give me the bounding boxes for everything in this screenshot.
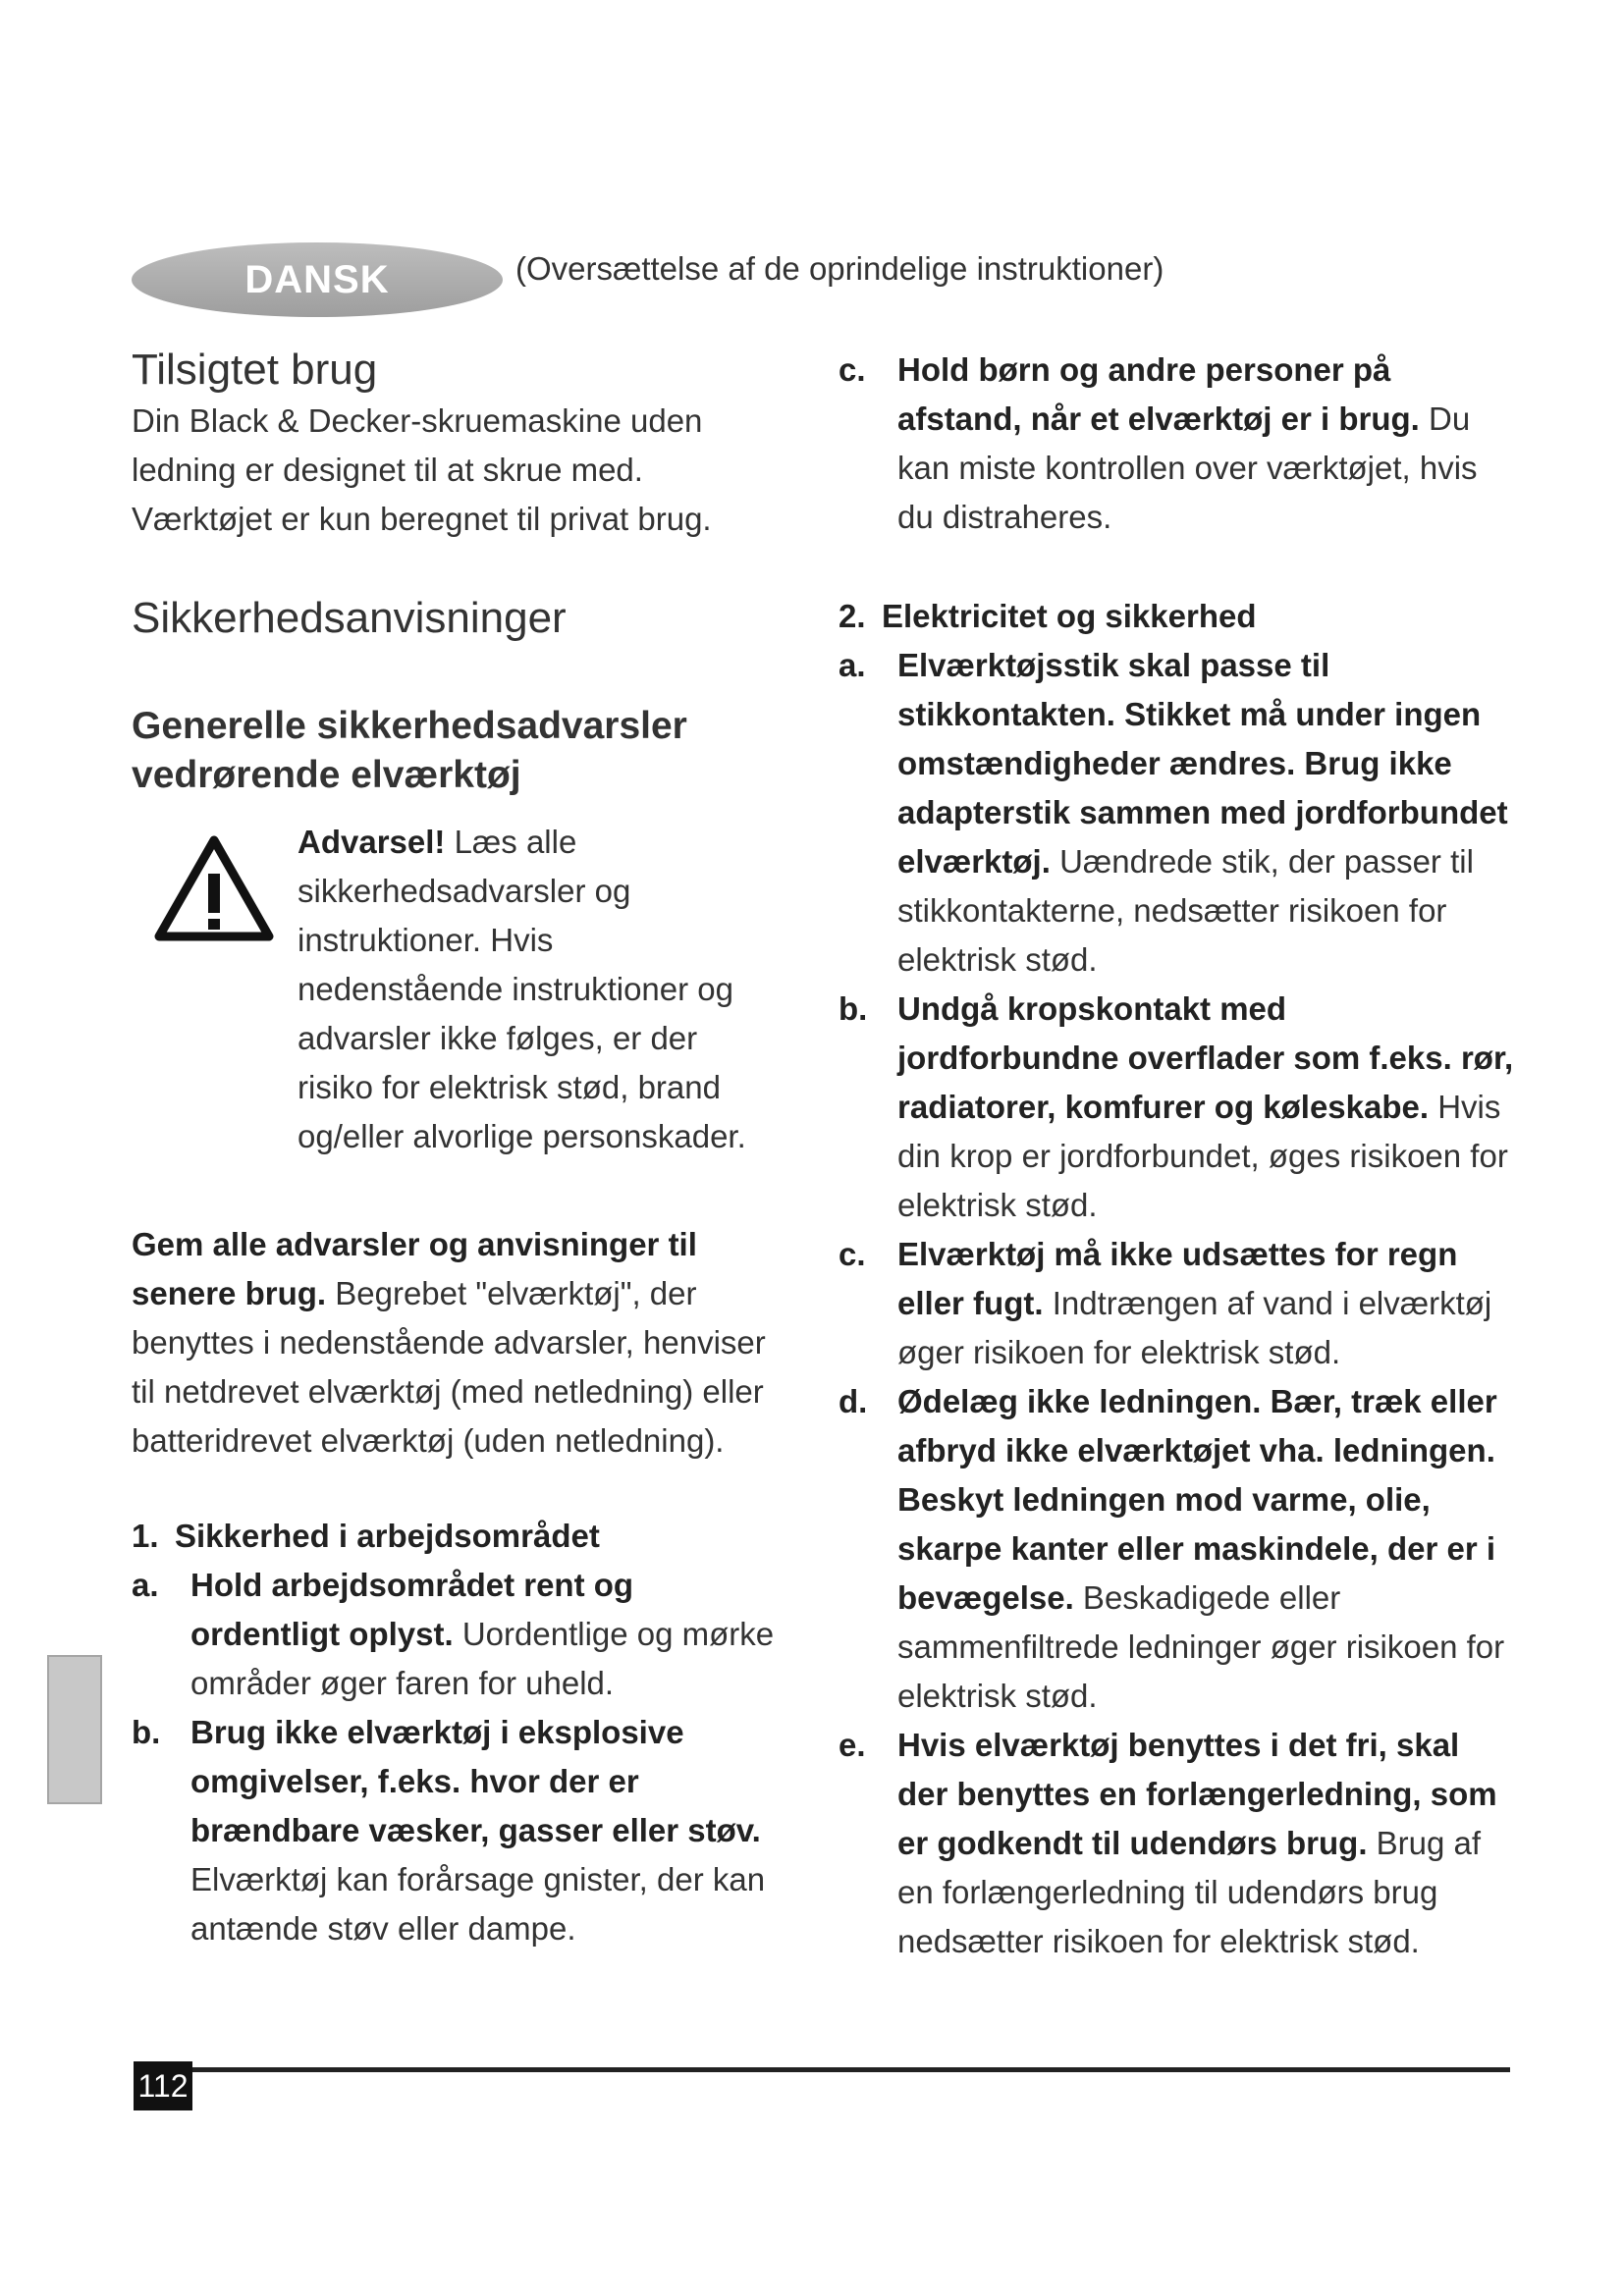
right-column [839,346,1516,542]
section-2-title-text: Elektricitet og sikkerhed [882,598,1257,634]
list-item [132,1708,780,1953]
section-2-title [839,592,1516,641]
chapter-tab-marker [47,1655,102,1804]
keep-instructions-text: Begrebet "elværktøj", der benyttes i nedenstående advarsler, henviser til netdrevet elværktøj (med netledning) eller batteridrevet elværktøj (uden netledning). [132,1275,766,1459]
section-1-title-text: Sikkerhed i arbejdsområdet [175,1518,600,1554]
item-label: a. [839,647,866,683]
page-number: 112 [134,2061,192,2110]
list-item [839,641,1516,985]
list-item [839,985,1516,1230]
section-2-number: 2. [839,598,866,634]
list-item [839,1377,1516,1721]
warning-text [298,818,759,1161]
item-label: a. [132,1567,159,1603]
list-item [132,1561,780,1708]
general-warnings-heading: Generelle sikkerhedsadvarsler vedrørende elværktøj [132,705,687,796]
section-1-number: 1. [132,1518,159,1554]
intended-use-heading: Tilsigtet brug [132,346,378,394]
section-work-area [132,1512,780,1953]
item-label: b. [839,990,868,1027]
item-text: Du kan miste kontrollen over værktøjet, hvis du distraheres. [897,400,1478,535]
warning-body: Læs alle sikkerhedsadvarsler og instruktioner. Hvis nedenstående instruktioner og advarsler ikke følges, er der risiko for elektrisk stød, brand og/eller alvorlige personskader. [298,824,746,1154]
item-label: c. [839,1236,866,1272]
list-item [839,1230,1516,1377]
item-bold: Hold børn og andre personer på afstand, når et elværktøj er i brug. [897,351,1420,437]
item-bold: Ødelæg ikke ledningen. Bær, træk eller afbryd ikke elværktøjet vha. ledningen. Beskyt ledningen mod varme, olie, skarpe kanter eller maskindele, der er i bevægelse. [897,1383,1497,1616]
item-text: Indtrængen af vand i elværktøj øger risikoen for elektrisk stød. [897,1285,1492,1370]
safety-heading: Sikkerhedsanvisninger [132,594,567,642]
item-bold: Elværktøjsstik skal passe til stikkontakten. Stikket må under ingen omstændigheder ændres. Brug ikke adapterstik sammen med jordforbundet elværktøj. [897,647,1508,880]
section-1-title [132,1512,780,1561]
intended-use-text: Din Black & Decker-skruemaskine uden ledning er designet til at skrue med. Værktøjet er kun beregnet til privat brug. [132,402,712,537]
item-label: c. [839,351,866,388]
item-label: e. [839,1727,866,1763]
language-badge: DANSK [132,242,503,317]
item-label: d. [839,1383,868,1419]
item-bold: Brug ikke elværktøj i eksplosive omgivelser, f.eks. hvor der er brændbare væsker, gasser eller støv. [190,1714,761,1848]
warning-label: Advarsel! [298,824,446,860]
item-bold: Elværktøj må ikke udsættes for regn eller fugt. [897,1236,1458,1321]
item-text: Elværktøj kan forårsage gnister, der kan antænde støv eller dampe. [190,1861,766,1947]
item-bold: Hvis elværktøj benyttes i det fri, skal der benyttes en forlængerledning, som er godkendt til udendørs brug. [897,1727,1497,1861]
item-text: Uændrede stik, der passer til stikkontakterne, nedsætter risikoen for elektrisk stød. [897,843,1474,978]
footer-rule [192,2067,1510,2072]
translation-note: (Oversættelse af de oprindelige instruktioner) [515,250,1164,287]
keep-instructions-bold: Gem alle advarsler og anvisninger til senere brug. [132,1226,697,1311]
intended-use-section [132,346,780,544]
item-text: Uordentlige og mørke områder øger faren for uheld. [190,1616,775,1701]
item-text: Hvis din krop er jordforbundet, øges risikoen for elektrisk stød. [897,1089,1508,1223]
item-bold: Undgå kropskontakt med jordforbundne overflader som f.eks. rør, radiatorer, komfurer og køleskabe. [897,990,1514,1125]
item-text: Brug af en forlængerledning til udendørs brug nedsætter risikoen for elektrisk stød. [897,1825,1482,1959]
item-text: Beskadigede eller sammenfiltrede ledninger øger risikoen for elektrisk stød. [897,1579,1505,1714]
warning-triangle-icon [153,834,275,942]
keep-instructions-paragraph [132,1220,780,1466]
list-item [839,1721,1516,1966]
item-label: b. [132,1714,161,1750]
item-bold: Hold arbejdsområdet rent og ordentligt oplyst. [190,1567,634,1652]
section-electricity [839,592,1516,1966]
list-item [839,346,1516,542]
